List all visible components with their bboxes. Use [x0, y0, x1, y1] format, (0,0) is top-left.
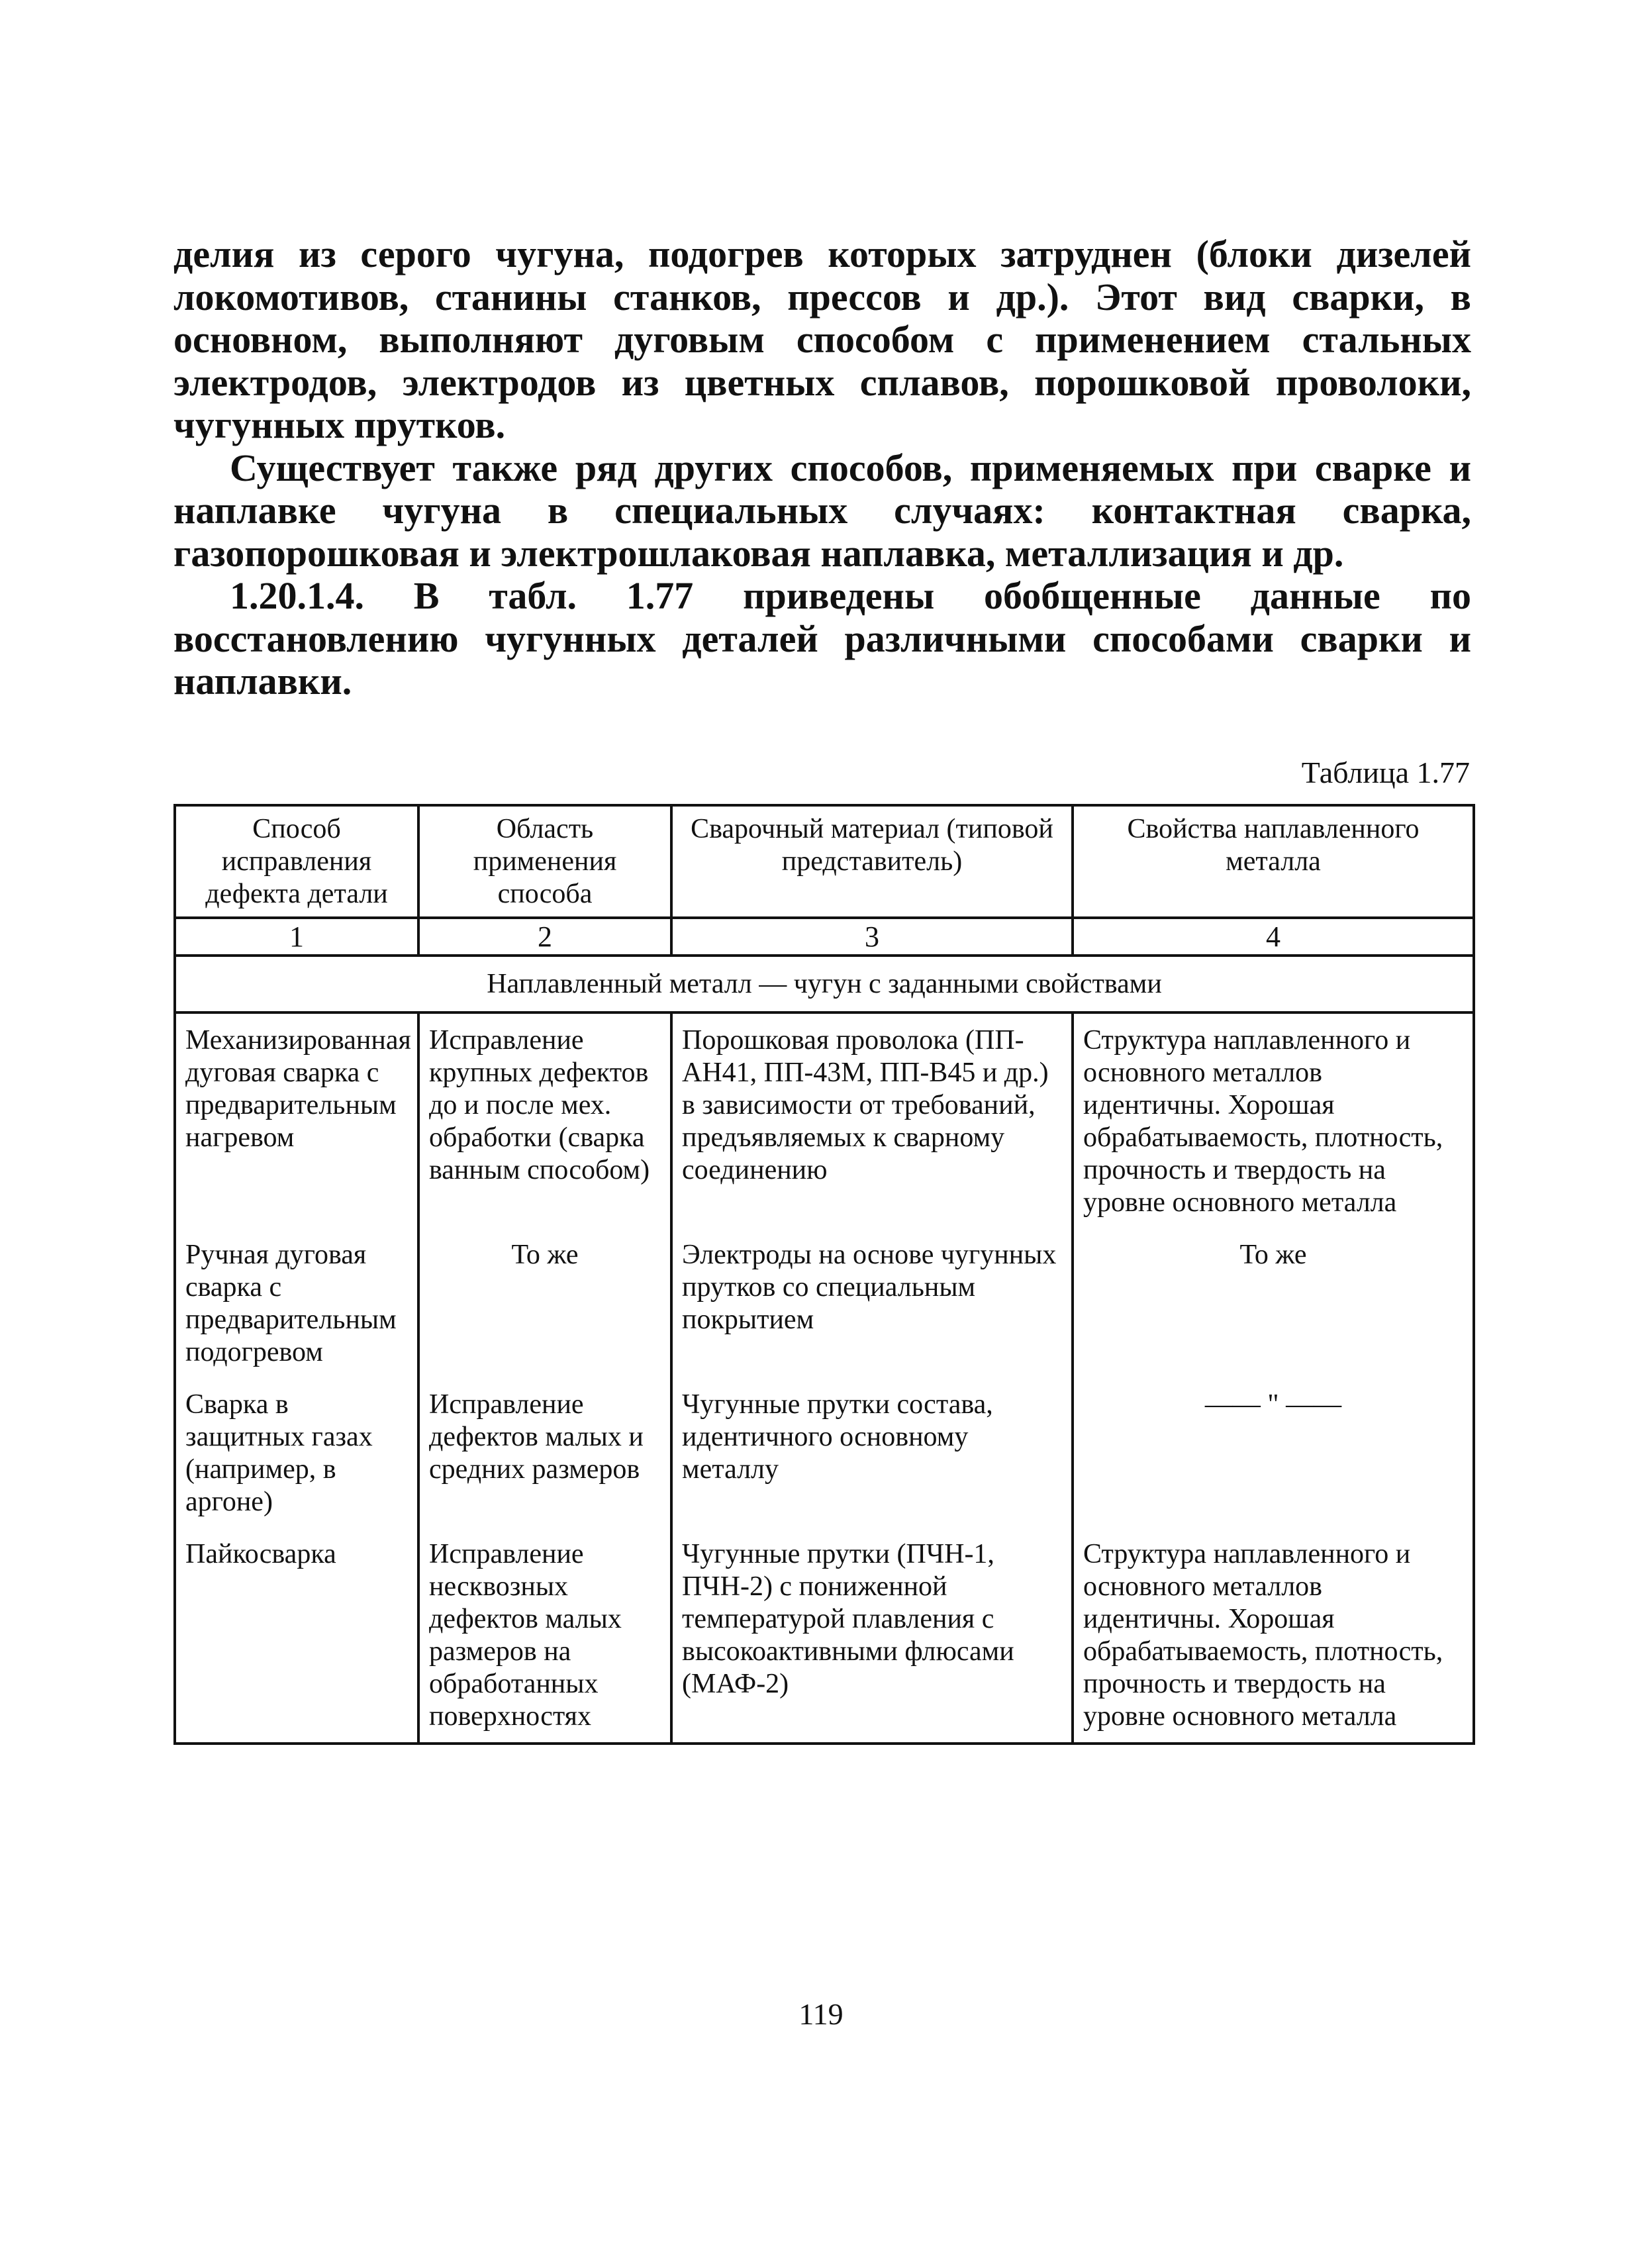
cell-method: Пайкосварка: [175, 1528, 418, 1744]
cell-properties: Структура наплавленного и основного металлов идентичны. Хорошая обрабатываемость, плотность, прочность и твердость на уровне основного металла: [1073, 1528, 1474, 1744]
data-table: [173, 804, 1475, 1745]
cell-area: Исправление дефектов малых и средних размеров: [418, 1378, 671, 1528]
table-row: [175, 1012, 1474, 1228]
cell-area: Исправление крупных дефектов до и после мех. обработки (сварка ванным способом): [418, 1012, 671, 1228]
section-title: Наплавленный металл — чугун с заданными свойствами: [175, 956, 1474, 1012]
paragraph-1: делия из серого чугуна, подогрев которых затруднен (блоки дизелей локомотивов, станины станков, прессов и др.). Этот вид сварки, в основном, выполняют дуговым способом с применением стальных электродов, электродов из цветных сплавов, порошковой проволоки, чугунных прутков.: [173, 232, 1471, 446]
column-number: 2: [418, 918, 671, 956]
paragraph-3: 1.20.1.4. В табл. 1.77 приведены обобщенные данные по восстановлению чугунных деталей различными способами сварки и наплавки.: [173, 574, 1471, 703]
column-number: 1: [175, 918, 418, 956]
table-row: [175, 1528, 1474, 1744]
cell-method: Сварка в защитных газах (например, в аргоне): [175, 1378, 418, 1528]
header-area: Область применения способа: [418, 805, 671, 918]
column-number: 4: [1073, 918, 1474, 956]
cell-area: То же: [418, 1228, 671, 1378]
paragraph-2: Существует также ряд других способов, применяемых при сварке и наплавке чугуна в специальных случаях: контактная сварка, газопорошковая и электрошлаковая наплавка, металлизация и др.: [173, 446, 1471, 575]
cell-material: Чугунные прутки (ПЧН-1, ПЧН-2) с пониженной температурой плавления с высокоактивными флюсами (МАФ-2): [671, 1528, 1073, 1744]
column-number-row: [175, 918, 1474, 956]
cell-material: Порошковая проволока (ПП-АН41, ПП-43М, ПП-В45 и др.) в зависимости от требований, предъявляемых к сварному соединению: [671, 1012, 1073, 1228]
cell-material: Электроды на основе чугунных прутков со специальным покрытием: [671, 1228, 1073, 1378]
table-caption: Таблица 1.77: [1301, 756, 1470, 789]
section-row: [175, 956, 1474, 1012]
page-number: 119: [798, 1997, 844, 2031]
cell-properties: —— " ——: [1073, 1378, 1474, 1528]
header-properties: Свойства наплавленного металла: [1073, 805, 1474, 918]
table-row: [175, 1378, 1474, 1528]
table-header-row: [175, 805, 1474, 918]
cell-properties: Структура наплавленного и основного металлов идентичны. Хорошая обрабатываемость, плотность, прочность и твердость на уровне основного металла: [1073, 1012, 1474, 1228]
cell-method: Механизированная дуговая сварка с предварительным нагревом: [175, 1012, 418, 1228]
table-row: [175, 1228, 1474, 1378]
body-text: [173, 233, 1471, 703]
cell-area: Исправление несквозных дефектов малых размеров на обработанных поверхностях: [418, 1528, 671, 1744]
header-method: Способ исправления дефекта детали: [175, 805, 418, 918]
cell-properties: То же: [1073, 1228, 1474, 1378]
header-material: Сварочный материал (типовой представитель): [671, 805, 1073, 918]
column-number: 3: [671, 918, 1073, 956]
cell-method: Ручная дуговая сварка с предварительным подогревом: [175, 1228, 418, 1378]
cell-material: Чугунные прутки состава, идентичного основному металлу: [671, 1378, 1073, 1528]
